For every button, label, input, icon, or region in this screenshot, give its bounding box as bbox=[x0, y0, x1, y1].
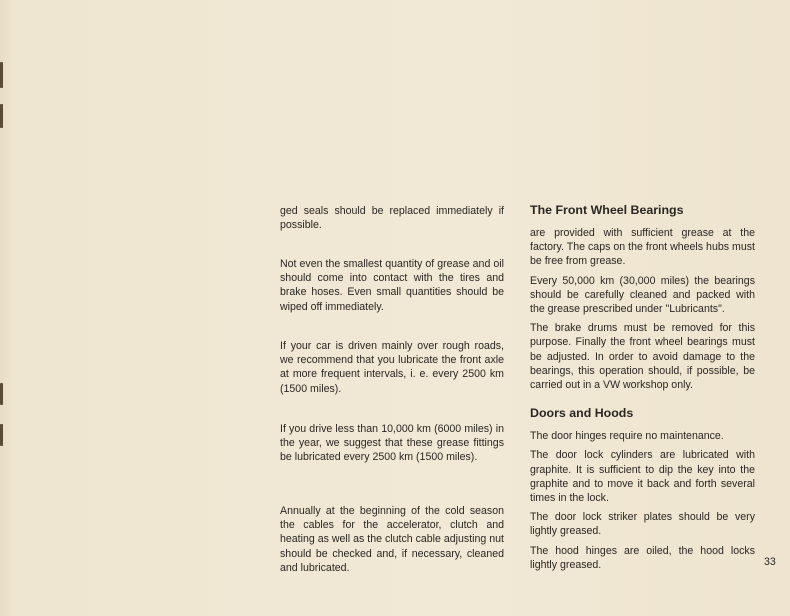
paragraph-hood-hinges: The hood hinges are oiled, the hood locks lightly greased. bbox=[530, 544, 755, 571]
paragraph-low-mileage: If you drive less than 10,000 km (6000 miles) in the year, we suggest that these grease fittings be lubricated every 2500 km (1500 miles). bbox=[280, 423, 504, 464]
paragraph-grease-contact: Not even the smallest quantity of grease and oil should come into contact with the tires and brake hoses. Even small quantities should be wiped off immediately. bbox=[280, 258, 504, 313]
section-spacer bbox=[530, 397, 755, 406]
heading-doors-and-hoods: Doors and Hoods bbox=[530, 406, 634, 421]
paragraph-door-hinges: The door hinges require no maintenance. bbox=[530, 430, 724, 443]
paragraph-door-lock-cylinders: The door lock cylinders are lubricated with graphite. It is sufficient to dip the key into the graphite and to move it back and forth several times in the lock. bbox=[530, 449, 755, 505]
paragraph-annual-cables: Annually at the beginning of the cold season the cables for the accelerator, clutch and heating as well as the clutch cable adjusting nut should be checked and, if necessary, cleaned and lubricated. bbox=[280, 505, 504, 574]
paragraph-seals: ged seals should be replaced immediately if possible. bbox=[280, 205, 504, 232]
binding-mark bbox=[0, 424, 3, 446]
binding-mark bbox=[0, 383, 3, 405]
paragraph-striker-plates: The door lock striker plates should be very lightly greased. bbox=[530, 511, 755, 538]
heading-front-wheel-bearings: The Front Wheel Bearings bbox=[530, 203, 684, 217]
right-column bbox=[530, 203, 755, 577]
section-front-wheel-bearings bbox=[530, 203, 755, 392]
binding-mark bbox=[0, 104, 3, 128]
paragraph-rough-roads: If your car is driven mainly over rough roads, we recommend that you lubricate the front axle at more frequent intervals, i. e. every 2500 km (1500 miles). bbox=[280, 340, 504, 395]
page-number: 33 bbox=[764, 556, 776, 568]
paragraph-bearings-grease: are provided with sufficient grease at the factory. The caps on the front wheels hubs must be free from grease. bbox=[530, 227, 755, 268]
section-doors-and-hoods bbox=[530, 406, 755, 572]
binding-mark bbox=[0, 62, 3, 88]
paragraph-brake-drums: The brake drums must be removed for this purpose. Finally the front wheel bearings must be adjusted. In order to avoid damage to the bearings, this operation should, if possible, be carried out in a VW workshop only. bbox=[530, 322, 755, 392]
paragraph-bearings-cleaning: Every 50,000 km (30,000 miles) the bearings should be carefully cleaned and packed with the grease prescribed under "Lubricants". bbox=[530, 274, 755, 316]
